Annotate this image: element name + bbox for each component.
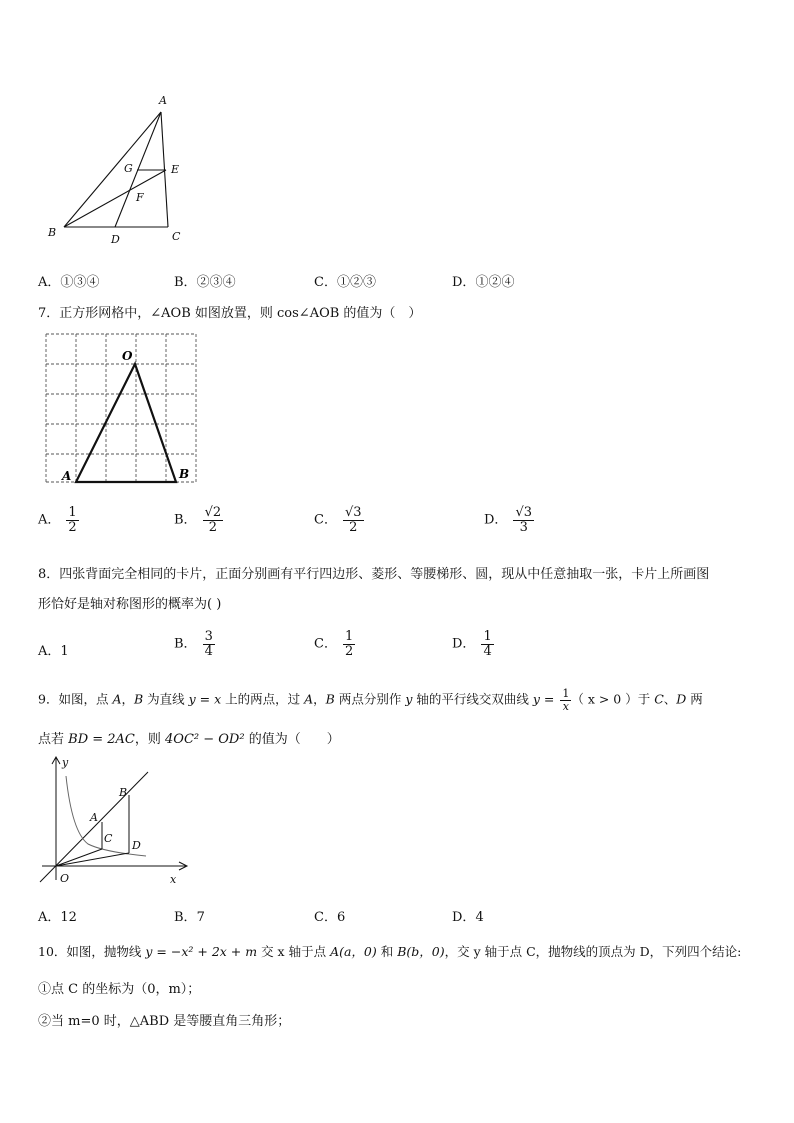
label-A: A: [62, 469, 72, 483]
q10-stem: 10．如图，抛物线 y = −x² + 2x + m 交 x 轴于点 A(a，0) 和 B(b，0)，交 y 轴于点 C，抛物线的顶点为 D，下列四个结论:: [38, 944, 742, 959]
label-D: D: [132, 839, 141, 852]
q7-stem: 7．正方形网格中，∠AOB 如图放置，则 cos∠AOB 的值为（ ）: [38, 306, 422, 321]
q6-option-b: B．②③④: [174, 275, 236, 290]
q9-option-b: B．7: [174, 910, 205, 925]
q9-option-a: A．12: [38, 910, 77, 925]
q7-option-a: A． $\frac{1}{2}$: [38, 505, 77, 535]
q7-option-b: B． $\frac{√2}{2}$: [174, 505, 222, 535]
q9-option-c: C．6: [314, 910, 346, 925]
label-A: A: [159, 94, 167, 107]
label-G: G: [124, 162, 133, 175]
label-C: C: [172, 230, 181, 243]
label-x: x: [170, 873, 177, 886]
label-O: O: [122, 349, 133, 363]
q9-option-d: D．4: [452, 910, 484, 925]
label-F: F: [136, 191, 144, 204]
triangle-figure-q6: [40, 90, 200, 250]
q8-option-d: D． $\frac{1}{4}$: [452, 629, 492, 659]
label-D: D: [111, 233, 120, 246]
q8-stem-line1: 8．四张背面完全相同的卡片，正面分别画有平行四边形、菱形、等腰梯形、圆，现从中任意抽取一张，卡片上所画图: [38, 567, 710, 582]
label-B: B: [179, 467, 190, 481]
label-y: y: [62, 756, 69, 769]
q7-option-c: C． $\frac{√3}{2}$: [314, 505, 362, 535]
q9-stem-line2: 点若 BD = 2AC，则 4OC² − OD² 的值为（ ）: [38, 732, 340, 747]
q7-option-d: D． $\frac{√3}{3}$: [484, 505, 532, 535]
q8-option-a: A．1: [38, 644, 69, 659]
label-O: O: [60, 872, 70, 885]
q6-option-a: A．①③④: [38, 275, 100, 290]
q6-option-c: C．①②③: [314, 275, 376, 290]
q8-stem-line2: 形恰好是轴对称图形的概率为( ): [38, 597, 222, 612]
label-B: B: [48, 226, 57, 239]
label-C: C: [104, 832, 113, 845]
q9-stem-line1: 9．如图，点 A，B 为直线 y = x 上的两点，过 A，B 两点分别作 y 轴的平行线交双曲线 y = $\frac{1}{x}$ （ x > 0 ）于 C、D 两: [38, 687, 703, 713]
q8-option-c: C． $\frac{1}{2}$: [314, 629, 354, 659]
q10-conclusion-2: ②当 m=0 时，△ABD 是等腰直角三角形；: [38, 1014, 291, 1029]
grid-figure-q7: [40, 330, 200, 488]
label-B: B: [119, 786, 128, 799]
label-E: E: [171, 163, 180, 176]
label-A: A: [90, 811, 98, 824]
q8-option-b: B． $\frac{3}{4}$: [174, 629, 213, 659]
hyperbola-figure-q9: [36, 752, 196, 890]
q10-conclusion-1: ①点 C 的坐标为（0，m）；: [38, 982, 201, 997]
q6-option-d: D．①②④: [452, 275, 515, 290]
